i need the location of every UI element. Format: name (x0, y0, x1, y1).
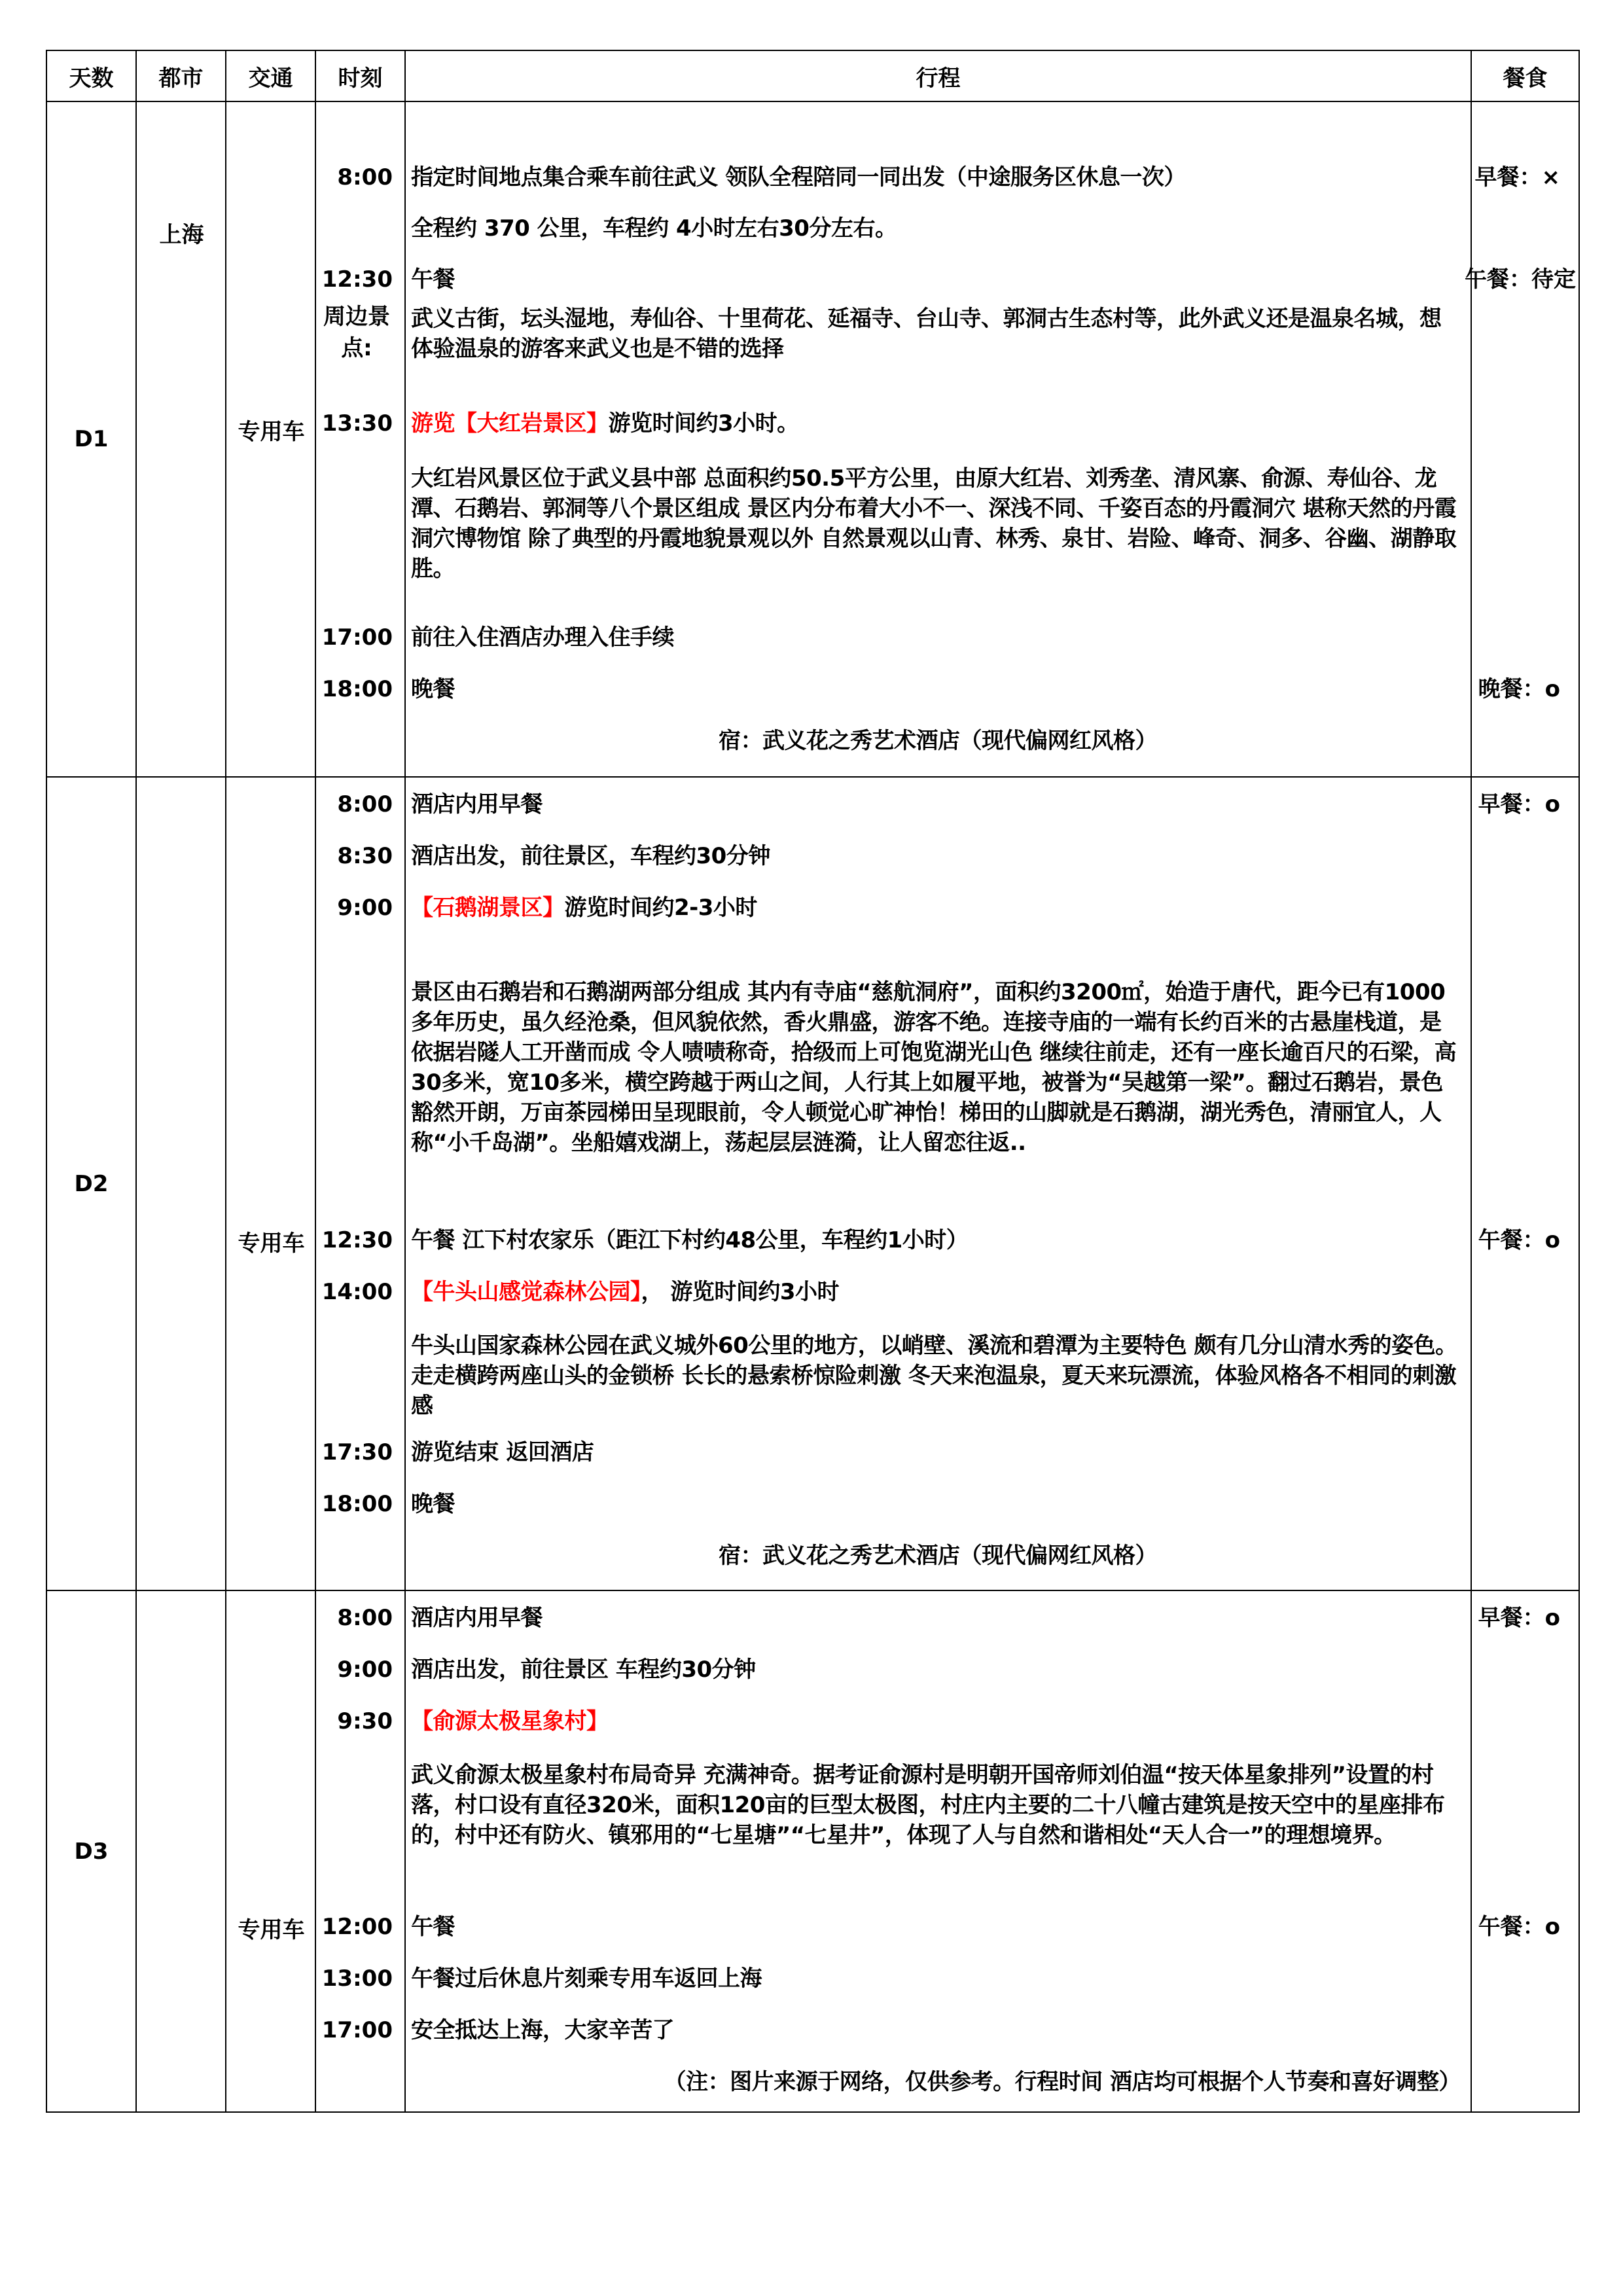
day-label (46, 101, 136, 777)
city-cell (136, 777, 226, 1590)
time-entry: 8:30 (337, 843, 393, 869)
transport-text: 专用车 (238, 1230, 305, 1257)
time-entry: 17:00 (321, 2017, 393, 2043)
meal-entry: 早餐：o (1478, 1605, 1560, 1631)
activity-line (411, 408, 1462, 439)
times-cell (315, 1590, 405, 2112)
header-transport: 交通 (226, 50, 315, 101)
activity-line (411, 893, 1462, 923)
scenic-spot-name: 【俞源太极星象村】 (411, 1708, 609, 1734)
day-text: D1 (74, 426, 109, 452)
note-line: （注：图片来源于网络，仅供参考。行程时间 酒店均可根据个人节奏和喜好调整） (664, 2069, 1461, 2095)
meal-entry: 午餐：o (1478, 1914, 1560, 1940)
hotel-line: 宿：武义花之秀艺术酒店（现代偏网红风格） (719, 728, 1157, 754)
header-itinerary: 行程 (405, 50, 1471, 101)
activities-cell (405, 101, 1471, 777)
activity-line: 游览结束 返回酒店 (411, 1439, 594, 1465)
time-entry: 8:00 (337, 791, 393, 817)
time-entry: 13:30 (321, 410, 393, 437)
activity-line: 午餐过后休息片刻乘专用车返回上海 (411, 1965, 762, 1992)
time-entry: 9:00 (337, 1657, 393, 1683)
transport-cell (226, 1590, 315, 2112)
activity-line: 酒店出发，前往景区，车程约30分钟 (411, 843, 770, 869)
time-entry: 9:00 (337, 895, 393, 921)
activity-line: 晚餐 (411, 1491, 455, 1517)
header-meals: 餐食 (1471, 50, 1579, 101)
activity-line: 酒店内用早餐 (411, 1605, 543, 1631)
activity-paragraph: 牛头山国家森林公园在武义城外60公里的地方，以峭壁、溪流和碧潭为主要特色 颇有几分山清水秀的姿色。走走横跨两座山头的金锁桥 长长的悬索桥惊险刺激 冬天来泡温泉，夏天来玩漂流，体验风格各不相同的刺激感 (411, 1333, 1457, 1419)
header-row (46, 50, 1579, 101)
activity-suffix: ， 游览时间约3小时 (641, 1279, 839, 1305)
time-entry: 9:30 (337, 1708, 393, 1734)
transport-cell (226, 777, 315, 1590)
meals-cell (1471, 777, 1579, 1590)
activity-paragraph: 武义俞源太极星象村布局奇异 充满神奇。据考证俞源村是明朝开国帝师刘伯温“按天体星象排列”设置的村落，村口设有直径320米，面积120亩的巨型太极图，村庄内主要的二十八幢古建筑是按天空中的星座排布的，村中还有防火、镇邪用的“七星塘”“七星井”，体现了人与自然和谐相处“天人合一”的理想境界。 (411, 1762, 1445, 1848)
activity-line: 午餐 (411, 266, 455, 293)
activity-line: 指定时间地点集合乘车前往武义 领队全程陪同一同出发（中途服务区休息一次） (411, 164, 1186, 190)
scenic-spot-name: 【石鹅湖景区】 (411, 895, 565, 921)
transport-text: 专用车 (238, 419, 305, 445)
transport-text: 专用车 (238, 1917, 305, 1943)
activity-line: 全程约 370 公里，车程约 4小时左右30分左右。 (411, 215, 897, 242)
day-row-d2 (46, 777, 1579, 1590)
city-cell (136, 1590, 226, 2112)
activities-cell (405, 1590, 1471, 2112)
activity-prefix: 游览 (411, 410, 455, 437)
day-label (46, 1590, 136, 2112)
header-days: 天数 (46, 50, 136, 101)
meal-entry: 早餐：o (1478, 791, 1560, 817)
itinerary-table (46, 50, 1580, 2113)
activity-paragraph: 景区由石鹅岩和石鹅湖两部分组成 其内有寺庙“慈航洞府”，面积约3200㎡，始造于唐代，距今已有1000多年历史，虽久经沧桑，但风貌依然，香火鼎盛，游客不绝。连接寺庙的一端有长约百米的古悬崖栈道，是依据岩隧人工开凿而成 令人啧啧称奇，拾级而上可饱览湖光山色 继续往前走，还有一座长逾百尺的石梁，高30多米，宽10多米，横空跨越于两山之间，人行其上如履平地，被誉为“吴越第一梁”。翻过石鹅岩，景色豁然开朗，万亩茶园梯田呈现眼前，令人顿觉心旷神怡！梯田的山脚就是石鹅湖，湖光秀色，清丽宜人，人称“小千岛湖”。坐船嬉戏湖上，荡起层层涟漪，让人留恋往返.. (411, 979, 1457, 1156)
activity-line (411, 1277, 1462, 1307)
time-entry: 17:00 (321, 624, 393, 651)
time-entry: 13:00 (321, 1965, 393, 1992)
time-entry: 18:00 (321, 1491, 393, 1517)
header-city: 都市 (136, 50, 226, 101)
activity-line: 午餐 江下村农家乐（距江下村约48公里，车程约1小时） (411, 1227, 969, 1253)
activities-cell (405, 777, 1471, 1590)
day-text: D2 (74, 1170, 109, 1197)
city-cell (136, 101, 226, 777)
meal-entry: 午餐：待定 (1465, 266, 1576, 293)
day-row-d3 (46, 1590, 1579, 2112)
day-text: D3 (74, 1838, 109, 1865)
activity-line: 酒店内用早餐 (411, 791, 543, 817)
times-cell (315, 101, 405, 777)
meals-cell (1471, 1590, 1579, 2112)
activity-paragraph: 武义古街，坛头湿地，寿仙谷、十里荷花、延福寺、台山寺、郭洞古生态村等，此外武义还是温泉名城，想体验温泉的游客来武义也是不错的选择 (411, 306, 1442, 362)
activity-line: 午餐 (411, 1914, 455, 1940)
hotel-line: 宿：武义花之秀艺术酒店（现代偏网红风格） (719, 1543, 1157, 1569)
meal-entry: 午餐：o (1478, 1227, 1560, 1253)
scenic-spot-name: 【牛头山感觉森林公园】 (411, 1279, 641, 1305)
time-entry: 8:00 (337, 1605, 393, 1631)
scenic-spot-name: 【大红岩景区】 (455, 410, 609, 437)
time-entry: 17:30 (321, 1439, 393, 1465)
meal-entry: 早餐：× (1474, 164, 1560, 190)
time-entry: 18:00 (321, 676, 393, 702)
activity-line: 晚餐 (411, 676, 455, 702)
times-cell (315, 777, 405, 1590)
activity-line: 前往入住酒店办理入住手续 (411, 624, 674, 651)
meal-entry: 晚餐：o (1478, 676, 1560, 702)
day-label (46, 777, 136, 1590)
activity-line: 安全抵达上海，大家辛苦了 (411, 2017, 674, 2043)
time-entry: 12:30 (321, 266, 393, 293)
day-row-d1 (46, 101, 1579, 777)
activity-suffix: 游览时间约3小时。 (608, 410, 799, 437)
activity-paragraph: 大红岩风景区位于武义县中部 总面积约50.5平方公里，由原大红岩、刘秀垄、清风寨、俞源、寿仙谷、龙潭、石鹅岩、郭洞等八个景区组成 景区内分布着大小不一、深浅不同、千姿百态的丹霞洞穴 堪称天然的丹霞洞穴博物馆 除了典型的丹霞地貌景观以外 自然景观以山青、林秀、泉甘、岩险、峰奇、洞多、谷幽、湖静取胜。 (411, 465, 1457, 582)
time-entry: 14:00 (321, 1279, 393, 1305)
activity-line (411, 1706, 1462, 1736)
time-entry: 8:00 (337, 164, 393, 190)
header-time: 时刻 (315, 50, 405, 101)
time-entry: 周边景点: (323, 304, 390, 361)
activity-suffix: 游览时间约2-3小时 (564, 895, 757, 921)
meals-cell (1465, 101, 1579, 777)
time-entry: 12:30 (321, 1227, 393, 1253)
transport-cell (226, 101, 315, 777)
activity-line: 酒店出发，前往景区 车程约30分钟 (411, 1657, 756, 1683)
time-entry: 12:00 (321, 1914, 393, 1940)
city-text: 上海 (159, 222, 204, 248)
